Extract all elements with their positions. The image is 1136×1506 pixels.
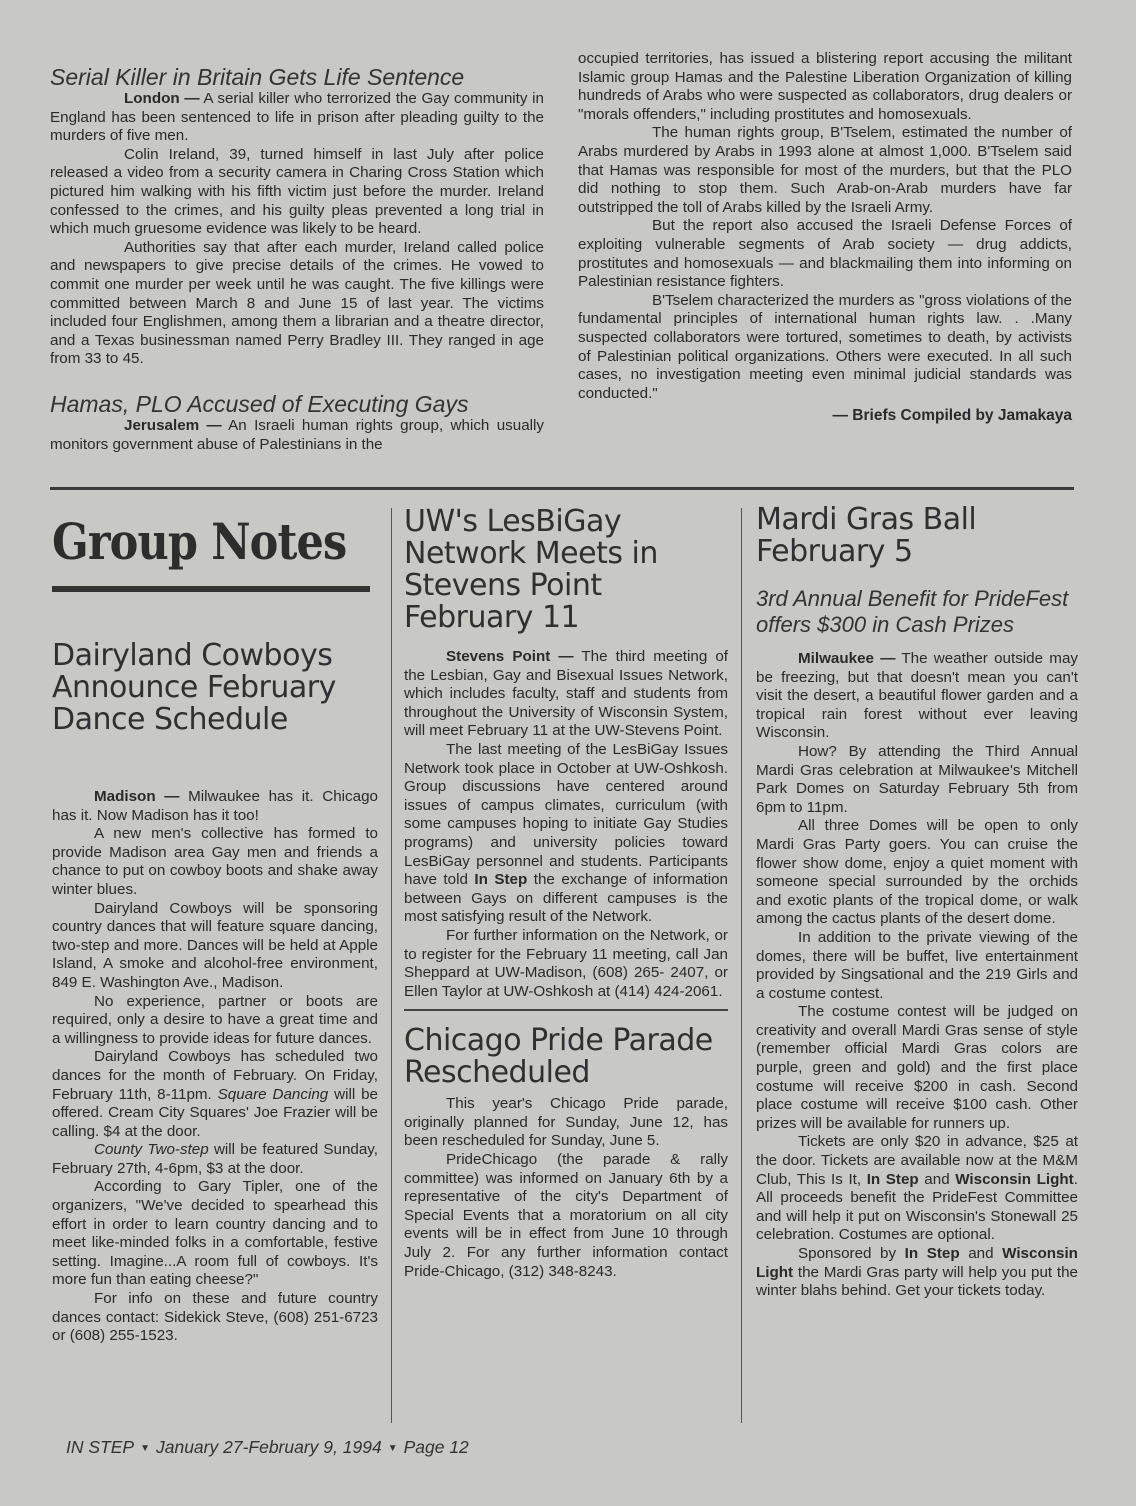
briefs-right-column (578, 50, 1072, 425)
mardi-gras-body (756, 650, 1078, 1301)
middle-column (404, 500, 728, 1281)
event-name: County Two-step (94, 1141, 209, 1159)
mardi-gras-paragraph (756, 1245, 1078, 1301)
paragraph-text: will be featured Sunday, February 27th, 4-6pm, $3 at the door. (52, 1141, 378, 1177)
triangle-separator-icon: ▼ (140, 1443, 150, 1454)
byline: — Briefs Compiled by Jamakaya (832, 407, 1072, 425)
paragraph-text: The third meeting of the Lesbian, Gay and Bisexual Issues Network, which includes faculty, staff and students from throughout the University of Wisconsin System, will meet February 11 at the UW-Stevens Point. (404, 648, 729, 740)
chicago-headline: Chicago Pride Parade Rescheduled (404, 1023, 713, 1091)
chicago-paragraph: PrideChicago (the parade & rally committee) was informed on January 6th by a representative of the city's Department of Special Events that a moratorium on all city events will be in effect from June 10 through July 2. For any further information contact Pride-Chicago, (312) 348-8243. (404, 1151, 728, 1280)
hamas-paragraph: But the report also accused the Israeli Defense Forces of exploiting vulnerable segments of Arab society — drug addicts, prostitutes and homosexuals — and blackmailing them into informing on Palestinian resistance fighters. (578, 217, 1072, 291)
dairyland-paragraph (52, 788, 378, 825)
hamas-title: Hamas, PLO Accused of Executing Gays (50, 390, 469, 417)
serial-killer-paragraph: Colin Ireland, 39, turned himself in last July after police released a video from a security camera in Charing Cross Station which pictured him walking with his fifth victim just before the murder. Ireland confessed to the crimes, and his guilty pleas prevented a long trial in which much gruesome evidence was likely to be heard. (50, 145, 544, 238)
dairyland-paragraph: A new men's collective has formed to provide Madison area Gay men and friends a chance to put on cowboy boots and shake away winter blues. (52, 825, 378, 898)
paragraph-text: and (968, 1245, 994, 1262)
paragraph-text: The weather outside may be freezing, but that doesn't mean you can't visit the desert, a beautiful flower garden and a tropical rain forest without ever leaving Wisconsin. (756, 650, 1079, 742)
mardi-gras-paragraph (756, 1133, 1078, 1245)
paragraph-text: Sponsored by (798, 1245, 897, 1262)
paragraph-text: will be offered. Cream City Squares' Joe Frazier will be calling. $4 at the door. (52, 1085, 378, 1140)
section-title: Group Notes (52, 512, 347, 571)
mardi-gras-headline: Mardi Gras Ball February 5 (756, 502, 977, 569)
left-column (52, 500, 378, 1346)
uw-headline: UW's LesBiGay Network Meets in Stevens Point February 11 (404, 504, 658, 635)
section-title-rule (52, 586, 370, 592)
uw-body (404, 648, 728, 1001)
dateline: Milwaukee — (798, 650, 896, 667)
publication-name: In Step (866, 1170, 919, 1188)
uw-paragraph (404, 741, 728, 927)
right-column (756, 500, 1078, 1301)
hamas-body-start (50, 417, 544, 454)
paragraph-text: A serial killer who terrorized the Gay community in England has been sentenced to life in prison after pleading guilty to the murders of five men. (50, 90, 544, 145)
section-divider (50, 487, 1074, 490)
uw-paragraph (404, 648, 728, 741)
paragraph-text: the Mardi Gras party will help you put the winter blahs behind. Get your tickets today. (756, 1263, 1078, 1300)
paragraph-text: Milwaukee has it. Chicago has it. Now Madison has it too! (52, 788, 378, 824)
page-number: Page 12 (403, 1437, 469, 1457)
paragraph-text: Tickets are only $20 in advance, $25 at the door. Tickets are available now at the M&M Club, This Is It, (756, 1133, 1078, 1188)
publication-name: Wisconsin Light (955, 1170, 1074, 1188)
paragraph-text: the exchange of information between Gays on different campuses is the most satisfying result of the Network. (404, 871, 728, 926)
hamas-paragraph: B'Tselem characterized the murders as "gross violations of the fundamental principles of international human rights law. . .Many suspected collaborators were tortured, sometimes to death, by activists of Palestinian political organizations. Others were executed. In all such cases, no investigation meeting even minimal judicial standards was conducted." (578, 291, 1072, 402)
event-name: Square Dancing (217, 1085, 329, 1103)
serial-killer-title: Serial Killer in Britain Gets Life Sentence (50, 64, 465, 90)
dairyland-paragraph: Dairyland Cowboys will be sponsoring country dances that will feature square dancing, two-step and more. Dances will be held at Apple Island, A smoke and alcohol-free environment, 849 E. Washington Ave., Madison. (52, 899, 378, 991)
mardi-gras-paragraph: All three Domes will be open to only Mardi Gras Party goers. You can cruise the flower show dome, enjoy a quiet moment with someone special surrounded by the orchids and exotic plants of the tropical dome, or walk among the cactus plants of the desert dome. (756, 817, 1078, 928)
column-divider (391, 508, 392, 1423)
chicago-paragraph: This year's Chicago Pride parade, originally planned for Sunday, June 12, has been rescheduled for Sunday, June 5. (404, 1095, 728, 1150)
paragraph-text: and (924, 1170, 950, 1188)
mardi-gras-paragraph: In addition to the private viewing of the domes, there will be buffet, live entertainment provided by Singsational and the 219 Girls and a costume contest. (756, 928, 1078, 1002)
dairyland-body (52, 788, 378, 1346)
issue-dates: January 27-February 9, 1994 (155, 1437, 382, 1457)
column-divider (741, 508, 742, 1423)
hamas-paragraph: The human rights group, B'Tselem, estimated the number of Arabs murdered by Arabs in 1993 alone at almost 1,000. B'Tselem said that Hamas was responsible for most of the murders, but that the PLO did nothing to stop them. Such Arab-on-Arab murders have far outstripped the toll of Arabs killed by the Israeli Army. (578, 124, 1072, 216)
dairyland-paragraph (52, 1141, 378, 1178)
mardi-gras-paragraph: How? By attending the Third Annual Mardi Gras celebration at Milwaukee's Mitchell Park Domes on Saturday February 5th from 6pm to 11pm. (756, 742, 1078, 816)
dairyland-headline: Dairyland Cowboys Announce February Dance Schedule (52, 638, 336, 737)
hamas-paragraph: occupied territories, has issued a blistering report accusing the militant Islamic group Hamas and the Palestine Liberation Organization of killing hundreds of Arabs who were suspected as collaborators, drug dealers or "morals offenders," including prostitutes and homosexuals. (578, 50, 1072, 123)
hamas-body-continued (578, 50, 1072, 403)
paragraph-text: The last meeting of the LesBiGay Issues Network took place in October at UW-Oshkosh. Group discussions have centered around issues of campus climates, curriculum (with some campuses hoping to initiate Gay Studies programs) and university policies toward LesBiGay personnel and students. Participants have told (404, 740, 728, 889)
publication-name: In Step (474, 871, 528, 889)
triangle-separator-icon: ▼ (387, 1443, 398, 1454)
dateline: Stevens Point — (446, 648, 574, 665)
hamas-paragraph (50, 417, 544, 454)
paragraph-text: An Israeli human rights group, which usually monitors government abuse of Palestinians in the (50, 416, 544, 453)
chicago-body (404, 1095, 728, 1281)
publication-name: In Step (904, 1245, 960, 1262)
serial-killer-body (50, 90, 544, 369)
publication-name: IN STEP (66, 1437, 135, 1457)
paragraph-text: . All proceeds benefit the PrideFest Committee and will help it put on Wisconsin's Stonewall 25 celebration. Costumes are optional. (756, 1170, 1078, 1244)
dateline: London — (124, 90, 200, 107)
uw-paragraph: For further information on the Network, or to register for the February 11 meeting, call Jan Sheppard at UW-Madison, (608) 265- 2407, or Ellen Taylor at UW-Oshkosh at (414) 424-2061. (404, 926, 728, 1000)
briefs-left-column (50, 64, 544, 454)
paragraph-text: Dairyland Cowboys has scheduled two dances for the month of February. On Friday, February 11th, 8-11pm. (52, 1048, 378, 1103)
mardi-gras-paragraph: The costume contest will be judged on creativity and overall Mardi Gras sense of style (remember official Mardi Gras colors are purple, green and gold) and the first place costume will receive $200 in cash. Second place costume will receive $100 cash. Other prizes will be available for runners up. (756, 1003, 1078, 1132)
dairyland-paragraph: For info on these and future country dances contact: Sidekick Steve, (608) 251-6723 or (608) 255-1523. (52, 1290, 378, 1345)
serial-killer-paragraph (50, 90, 544, 146)
dairyland-paragraph (52, 1048, 378, 1141)
serial-killer-paragraph: Authorities say that after each murder, Ireland called police and newspapers to give precise details of the crimes. He vowed to commit one murder per week until he was caught. The five killings were committed between March 8 and June 15 of last year. The victims included four Englishmen, among them a librarian and a theatre director, and a Texas businessman named Perry Bradley III. They ranged in age from 33 to 45. (50, 238, 544, 368)
dairyland-paragraph: According to Gary Tipler, one of the organizers, "We've decided to spearhead this effort in order to learn country dancing and to meet like-minded folks in a comfortable, festive setting. Imagine...A room full of cowboys. It's more fun than eating cheese?" (52, 1178, 378, 1289)
dateline: Jerusalem — (124, 416, 222, 434)
dateline: Madison — (94, 788, 180, 805)
mardi-gras-subhead: 3rd Annual Benefit for PrideFest offers $300 in Cash Prizes (756, 586, 1069, 637)
page-footer (66, 1437, 469, 1458)
article-divider (404, 1009, 728, 1011)
publication-name: Wisconsin Light (756, 1245, 1078, 1281)
mardi-gras-paragraph (756, 650, 1078, 743)
dairyland-paragraph: No experience, partner or boots are required, only a desire to have a great time and a willingness to provide ideas for future dances. (52, 992, 378, 1047)
